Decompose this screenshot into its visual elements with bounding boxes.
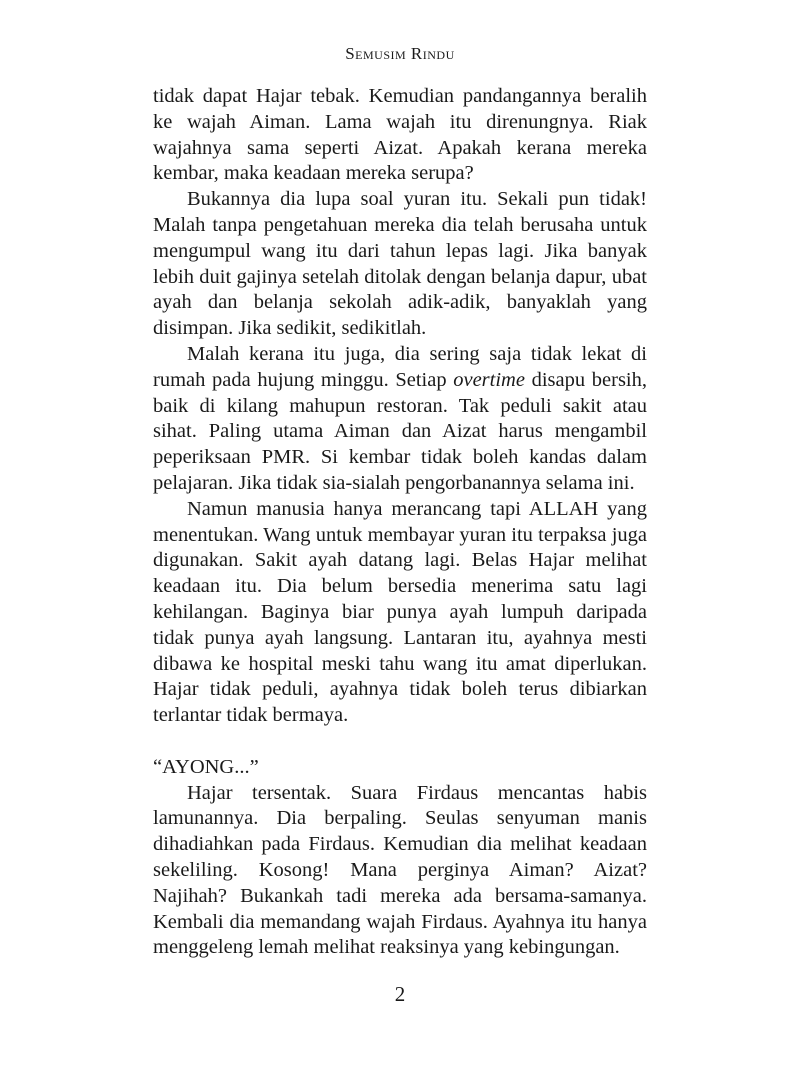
paragraph bbox=[153, 342, 647, 497]
paragraph: Hajar tersentak. Suara Firdaus mencantas habis lamunannya. Dia berpaling. Seulas senyuman manis dihadiahkan pada Firdaus. Kemudian dia melihat keadaan sekeliling. Kosong! Mana perginya Aiman? Aizat? Najihah? Bukankah tadi mereka ada bersama-samanya. Kembali dia memandang wajah Firdaus. Ayahnya itu hanya menggeleng lemah melihat reaksinya yang kebingungan. bbox=[153, 781, 647, 959]
paragraph: Bukannya dia lupa soal yuran itu. Sekali pun tidak! Malah tanpa pengetahuan mereka dia telah berusaha untuk mengumpul wang itu dari tahun lepas lagi. Jika banyak lebih duit gajinya setelah ditolak dengan belanja dapur, ubat ayah dan belanja sekolah adik-adik, banyaklah yang disimpan. Jika sedikit, sedikitlah. bbox=[153, 188, 647, 340]
dialogue-line: “AYONG...” bbox=[153, 755, 259, 778]
paragraph: Namun manusia hanya merancang tapi ALLAH yang menentukan. Wang untuk membayar yuran itu terpaksa juga digunakan. Sakit ayah datang lagi. Belas Hajar melihat keadaan itu. Dia belum bersedia menerima satu lagi kehilangan. Baginya biar punya ayah lumpuh daripada tidak punya ayah langsung. Lantaran itu, ayahnya mesti dibawa ke hospital meski tahu wang itu amat diperlukan. Hajar tidak peduli, ayahnya tidak boleh terus dibiarkan terlantar tidak bermaya. bbox=[153, 497, 647, 727]
paragraph-text: disapu bersih, baik di kilang mahupun restoran. Tak peduli sakit atau sihat. Paling utama Aiman dan Aizat harus mengambil peperiksaan PMR. Si kembar tidak boleh kandas dalam pelajaran. Jika tidak sia-sialah pengorbanannya selama ini. bbox=[153, 368, 647, 494]
paragraph: tidak dapat Hajar tebak. Kemudian pandangannya beralih ke wajah Aiman. Lama wajah itu direnungnya. Riak wajahnya sama seperti Aizat. Apakah kerana mereka kembar, maka keadaan mereka serupa? bbox=[153, 85, 647, 185]
paragraph-text: Malah kerana itu juga, dia sering saja tidak lekat di rumah pada hujung minggu. Setiap bbox=[153, 342, 647, 391]
italic-term: overtime bbox=[453, 368, 525, 391]
body-text bbox=[153, 84, 647, 961]
running-head-title: Semusim Rindu bbox=[345, 44, 455, 63]
page-number: 2 bbox=[394, 982, 406, 1006]
